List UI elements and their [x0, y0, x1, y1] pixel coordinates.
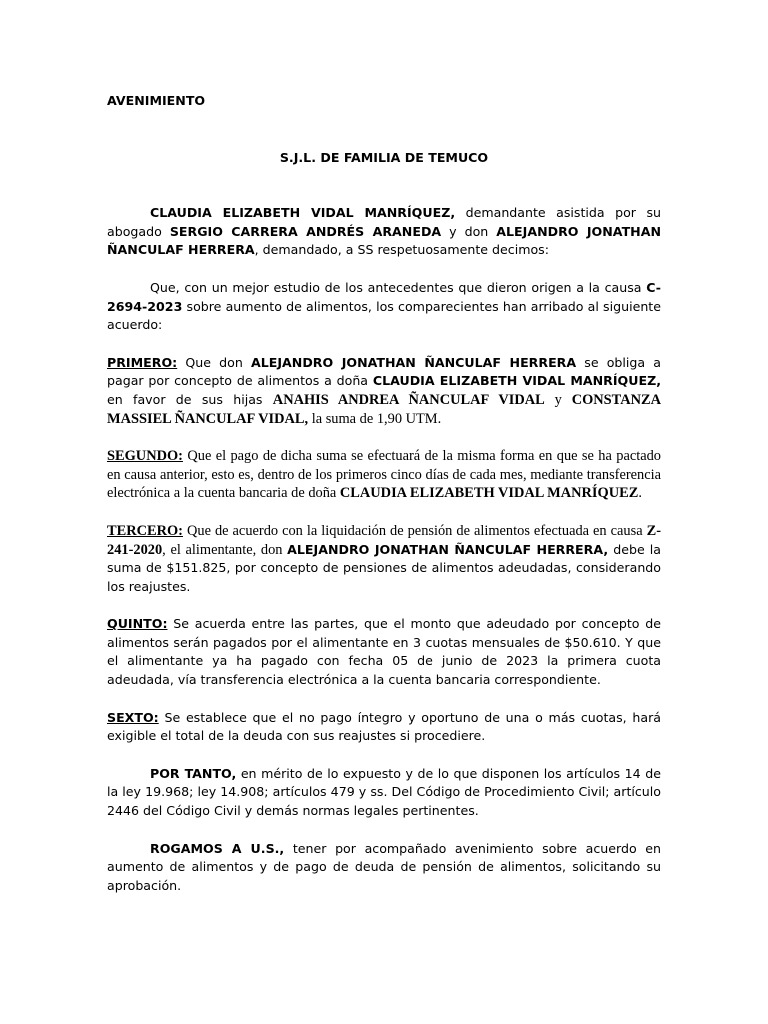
clause-quinto: QUINTO: Se acuerda entre las partes, que el monto que adeudado por concepto de alimentos serán pagados por el alimentante en 3 cuotas mensuales de $50.610. Y que el alimentante ya ha pagado con fecha 05 de junio de 2023 la primera cuota adeudada, vía transferencia electrónica a la cuenta bancaria correspondiente. [107, 616, 661, 688]
intro-paragraph: CLAUDIA ELIZABETH VIDAL MANRÍQUEZ, demandante asistida por su abogado SERGIO CARRERA ANDRÉS ARANEDA y don ALEJANDRO JONATHAN ÑANCULAF HERRERA, demandado, a SS respetuosamente decimos: [107, 205, 661, 258]
plaintiff-name: CLAUDIA ELIZABETH VIDAL MANRÍQUEZ, [150, 205, 456, 221]
document-title: AVENIMIENTO [107, 93, 206, 108]
clause-label-primero: PRIMERO: [107, 354, 178, 370]
clause-label-segundo: SEGUNDO: [107, 448, 183, 465]
por-tanto-paragraph: POR TANTO, en mérito de lo expuesto y de lo que disponen los artículos 14 de la ley 19.968; ley 14.908; artículos 479 y ss. Del Código de Procedimiento Civil; artículo 2446 del Código Civil y demás normas legales pertinentes. [107, 765, 661, 819]
rogamos-label: ROGAMOS A U.S., [150, 840, 285, 856]
clause-label-sexto: SEXTO: [107, 709, 159, 725]
por-tanto-label: POR TANTO, [150, 765, 237, 781]
court-heading: S.J.L. DE FAMILIA DE TEMUCO [279, 149, 489, 165]
clause-tercero: TERCERO: Que de acuerdo con la liquidación de pensión de alimentos efectuada en causa Z-241-2020, el alimentante, don ALEJANDRO JONATHAN ÑANCULAF HERRERA, debe la suma de $151.825, por concepto de pensiones de alimentos adeudadas, considerando los reajustes. [107, 522, 661, 594]
clause-segundo: SEGUNDO: Que el pago de dicha suma se efectuará de la misma forma en que se ha pactado en causa anterior, esto es, dentro de los primeros cinco días de cada mes, mediante transferencia electrónica a la cuenta bancaria de doña CLAUDIA ELIZABETH VIDAL MANRÍQUEZ. [107, 448, 661, 502]
que-paragraph: Que, con un mejor estudio de los antecedentes que dieron origen a la causa C-2694-2023 sobre aumento de alimentos, los comparecientes han arribado al siguiente acuerdo: [107, 279, 661, 333]
rogamos-paragraph: ROGAMOS A U.S., tener por acompañado avenimiento sobre acuerdo en aumento de alimentos y de pago de deuda de pensión de alimentos, solicitando su aprobación. [107, 840, 662, 893]
clause-sexto: SEXTO: Se establece que el no pago íntegro y oportuno de una o más cuotas, hará exigible el total de la deuda con sus reajustes si procediere. [107, 709, 661, 744]
clause-primero: PRIMERO: Que don ALEJANDRO JONATHAN ÑANCULAF HERRERA se obliga a pagar por concepto de alimentos a doña CLAUDIA ELIZABETH VIDAL MANRÍQUEZ, en favor de sus hijas ANAHIS ANDREA ÑANCULAF VIDAL y CONSTANZA MASSIEL ÑANCULAF VIDAL, la suma de 1,90 UTM. [107, 354, 661, 427]
lawyer-name: SERGIO CARRERA ANDRÉS ARANEDA [169, 223, 442, 239]
defendant-name: ALEJANDRO JONATHAN ÑANCULAF HERRERA [107, 223, 661, 258]
clause-label-quinto: QUINTO: [107, 616, 168, 632]
case-number: C-2694-2023 [107, 279, 661, 314]
clause-label-tercero: TERCERO: [107, 522, 183, 539]
